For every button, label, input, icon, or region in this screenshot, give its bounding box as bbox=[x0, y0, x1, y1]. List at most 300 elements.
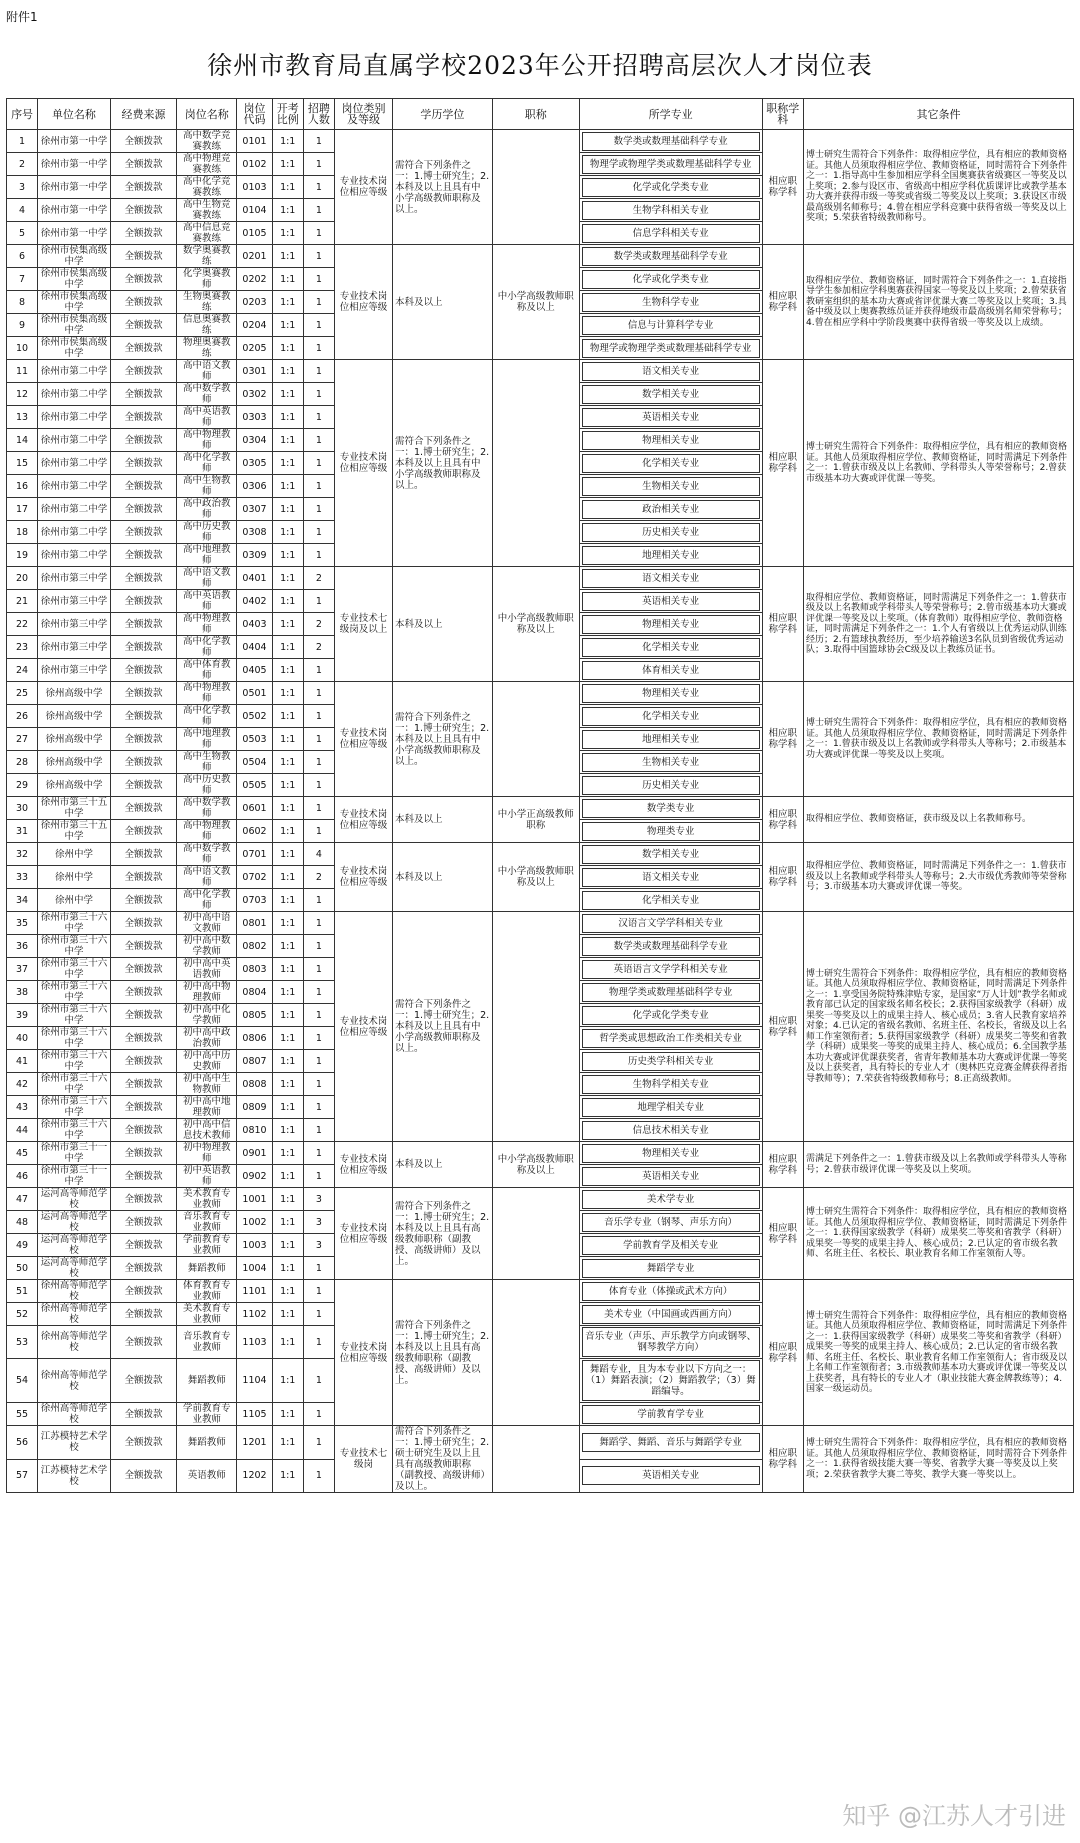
row-number: 16 bbox=[7, 475, 38, 498]
row-number: 32 bbox=[7, 843, 38, 866]
education-requirement: 本科及以上 bbox=[393, 797, 493, 843]
funding-source: 全额拨款 bbox=[110, 337, 176, 360]
major-label: 音乐专业（声乐、声乐教学方向或钢琴、钢琴教学方向） bbox=[582, 1327, 760, 1357]
exam-ratio: 1:1 bbox=[272, 866, 303, 889]
post-code: 0403 bbox=[237, 613, 272, 636]
funding-source: 全额拨款 bbox=[110, 1096, 176, 1119]
funding-source: 全额拨款 bbox=[110, 1426, 176, 1460]
major-cell bbox=[579, 935, 762, 958]
unit-name: 徐州市第二中学 bbox=[38, 406, 111, 429]
post-code: 0304 bbox=[237, 429, 272, 452]
title-subject: 相应职称学科 bbox=[762, 130, 804, 245]
post-code: 0806 bbox=[237, 1027, 272, 1050]
unit-name: 运河高等师范学校 bbox=[38, 1257, 111, 1280]
post-code: 0308 bbox=[237, 521, 272, 544]
education-requirement: 需符合下列条件之一：1.博士研究生；2.本科及以上且具有中小学高级教师职称及以上。 bbox=[393, 360, 493, 567]
post-code: 0402 bbox=[237, 590, 272, 613]
exam-ratio: 1:1 bbox=[272, 935, 303, 958]
unit-name: 徐州高级中学 bbox=[38, 728, 111, 751]
funding-source: 全额拨款 bbox=[110, 820, 176, 843]
table-row bbox=[7, 1142, 1074, 1165]
funding-source: 全额拨款 bbox=[110, 1188, 176, 1211]
post-code: 0902 bbox=[237, 1165, 272, 1188]
title-requirement bbox=[492, 130, 579, 245]
major-label: 地理相关专业 bbox=[582, 546, 760, 565]
unit-name: 徐州高级中学 bbox=[38, 751, 111, 774]
row-number: 52 bbox=[7, 1303, 38, 1326]
post-name: 学前教育专业教师 bbox=[177, 1234, 237, 1257]
funding-source: 全额拨款 bbox=[110, 981, 176, 1004]
post-code: 0309 bbox=[237, 544, 272, 567]
post-category: 专业技术岗位相应等级 bbox=[334, 843, 392, 912]
post-code: 1103 bbox=[237, 1326, 272, 1359]
hire-count: 1 bbox=[303, 889, 334, 912]
major-cell bbox=[579, 1303, 762, 1326]
exam-ratio: 1:1 bbox=[272, 199, 303, 222]
post-code: 1104 bbox=[237, 1359, 272, 1403]
major-cell bbox=[579, 544, 762, 567]
funding-source: 全额拨款 bbox=[110, 544, 176, 567]
exam-ratio: 1:1 bbox=[272, 1142, 303, 1165]
major-label: 物理相关专业 bbox=[582, 1144, 760, 1163]
post-name: 初中高中信息技术教师 bbox=[177, 1119, 237, 1142]
major-label: 数学相关专业 bbox=[582, 385, 760, 404]
other-conditions: 博士研究生需符合下列条件：取得相应学位，具有相应的教师资格证。其他人员须取得相应学位、教师资格证，同时需满足下列条件之一：1.曾获市级及以上名教师、学科带头人等荣誉称号；2.曾获市级基本功大赛或评优课一等奖。 bbox=[804, 360, 1074, 567]
major-cell bbox=[579, 1326, 762, 1359]
hire-count: 1 bbox=[303, 1073, 334, 1096]
row-number: 57 bbox=[7, 1459, 38, 1493]
post-category: 专业技术岗位相应等级 bbox=[334, 1280, 392, 1426]
hire-count: 1 bbox=[303, 291, 334, 314]
major-label: 舞蹈学专业 bbox=[582, 1259, 760, 1278]
post-name: 学前教育专业教师 bbox=[177, 1403, 237, 1426]
hire-count: 1 bbox=[303, 406, 334, 429]
major-cell bbox=[579, 291, 762, 314]
hire-count: 1 bbox=[303, 981, 334, 1004]
exam-ratio: 1:1 bbox=[272, 958, 303, 981]
row-number: 20 bbox=[7, 567, 38, 590]
funding-source: 全额拨款 bbox=[110, 199, 176, 222]
post-code: 0205 bbox=[237, 337, 272, 360]
major-label: 信息学科相关专业 bbox=[582, 224, 760, 243]
major-label: 数学相关专业 bbox=[582, 845, 760, 864]
post-code: 0307 bbox=[237, 498, 272, 521]
row-number: 44 bbox=[7, 1119, 38, 1142]
post-code: 1004 bbox=[237, 1257, 272, 1280]
hire-count: 1 bbox=[303, 1096, 334, 1119]
unit-name: 徐州市侯集高级中学 bbox=[38, 314, 111, 337]
unit-name: 徐州市第三十六中学 bbox=[38, 1096, 111, 1119]
post-code: 0809 bbox=[237, 1096, 272, 1119]
row-number: 30 bbox=[7, 797, 38, 820]
education-requirement: 本科及以上 bbox=[393, 567, 493, 682]
row-number: 7 bbox=[7, 268, 38, 291]
row-number: 25 bbox=[7, 682, 38, 705]
unit-name: 徐州市第三中学 bbox=[38, 590, 111, 613]
unit-name: 徐州市第三十六中学 bbox=[38, 1073, 111, 1096]
unit-name: 运河高等师范学校 bbox=[38, 1211, 111, 1234]
post-category: 专业技术岗位相应等级 bbox=[334, 682, 392, 797]
major-cell bbox=[579, 1050, 762, 1073]
education-requirement: 需符合下列条件之一：1.博士研究生；2.本科及以上且具有中小学高级教师职称及以上。 bbox=[393, 130, 493, 245]
hire-count: 1 bbox=[303, 1280, 334, 1303]
funding-source: 全额拨款 bbox=[110, 1280, 176, 1303]
post-name: 音乐教育专业教师 bbox=[177, 1326, 237, 1359]
major-cell bbox=[579, 958, 762, 981]
post-code: 1105 bbox=[237, 1403, 272, 1426]
exam-ratio: 1:1 bbox=[272, 360, 303, 383]
post-code: 1101 bbox=[237, 1280, 272, 1303]
post-name: 高中历史教师 bbox=[177, 774, 237, 797]
post-name: 物理奥赛教练 bbox=[177, 337, 237, 360]
title-subject: 相应职称学科 bbox=[762, 1426, 804, 1493]
post-name: 高中数学教师 bbox=[177, 843, 237, 866]
row-number: 36 bbox=[7, 935, 38, 958]
hire-count: 1 bbox=[303, 314, 334, 337]
education-requirement: 本科及以上 bbox=[393, 843, 493, 912]
header-cell: 招聘人数 bbox=[303, 99, 334, 130]
major-cell bbox=[579, 452, 762, 475]
post-category: 专业技术岗位相应等级 bbox=[334, 245, 392, 360]
unit-name: 徐州市第一中学 bbox=[38, 176, 111, 199]
education-requirement: 需符合下列条件之一：1.博士研究生；2.本科及以上且具有中小学高级教师职称及以上。 bbox=[393, 682, 493, 797]
row-number: 15 bbox=[7, 452, 38, 475]
major-cell bbox=[579, 153, 762, 176]
funding-source: 全额拨款 bbox=[110, 843, 176, 866]
post-code: 0805 bbox=[237, 1004, 272, 1027]
post-code: 0601 bbox=[237, 797, 272, 820]
major-cell bbox=[579, 429, 762, 452]
hire-count: 1 bbox=[303, 1426, 334, 1460]
title-requirement: 中小学高级教师职称及以上 bbox=[492, 245, 579, 360]
other-conditions: 博士研究生需符合下列条件：取得相应学位，具有相应的教师资格证。其他人员须取得相应学位、教师资格证，同时需符合下列条件之一：1.指导高中生参加相应学科全国奥赛获省级赛区一等奖及以上奖项；2.参与设区市、省级高中相应学科优质课评比或教学基本功大赛并获得市级一等奖或省级二等奖及以上奖项；3.获设区市级最高级别名师称号；4.曾在相应学科竞赛中获得省级一等奖及以上奖项；5.荣获省特级教师称号。 bbox=[804, 130, 1074, 245]
other-conditions: 取得相应学位、教师资格证，获市级及以上名教师称号。 bbox=[804, 797, 1074, 843]
post-code: 0501 bbox=[237, 682, 272, 705]
table-row bbox=[7, 245, 1074, 268]
exam-ratio: 1:1 bbox=[272, 751, 303, 774]
unit-name: 徐州市第三十六中学 bbox=[38, 958, 111, 981]
post-code: 1201 bbox=[237, 1426, 272, 1460]
exam-ratio: 1:1 bbox=[272, 636, 303, 659]
hire-count: 1 bbox=[303, 452, 334, 475]
post-code: 0105 bbox=[237, 222, 272, 245]
major-cell bbox=[579, 1004, 762, 1027]
education-requirement: 本科及以上 bbox=[393, 1142, 493, 1188]
header-cell: 经费来源 bbox=[110, 99, 176, 130]
major-cell bbox=[579, 337, 762, 360]
hire-count: 1 bbox=[303, 1403, 334, 1426]
header-row bbox=[7, 99, 1074, 130]
post-code: 0203 bbox=[237, 291, 272, 314]
row-number: 29 bbox=[7, 774, 38, 797]
title-requirement bbox=[492, 360, 579, 567]
major-cell bbox=[579, 1459, 762, 1493]
exam-ratio: 1:1 bbox=[272, 498, 303, 521]
funding-source: 全额拨款 bbox=[110, 1004, 176, 1027]
other-conditions: 取得相应学位、教师资格证，同时需满足下列条件之一：1.曾获市级及以上名教师或学科带头人等称号；2.大市级优秀教师等荣誉称号；3.市级基本功大赛或评优课一等奖。 bbox=[804, 843, 1074, 912]
hire-count: 1 bbox=[303, 1050, 334, 1073]
hire-count: 1 bbox=[303, 728, 334, 751]
row-number: 14 bbox=[7, 429, 38, 452]
post-name: 信息奥赛教练 bbox=[177, 314, 237, 337]
exam-ratio: 1:1 bbox=[272, 1165, 303, 1188]
row-number: 3 bbox=[7, 176, 38, 199]
exam-ratio: 1:1 bbox=[272, 291, 303, 314]
title-subject: 相应职称学科 bbox=[762, 1280, 804, 1426]
major-label: 数学类或数理基础科学专业 bbox=[582, 937, 760, 956]
hire-count: 1 bbox=[303, 1303, 334, 1326]
funding-source: 全额拨款 bbox=[110, 728, 176, 751]
post-name: 舞蹈教师 bbox=[177, 1426, 237, 1460]
post-code: 0701 bbox=[237, 843, 272, 866]
major-label: 地理学相关专业 bbox=[582, 1098, 760, 1117]
post-code: 0101 bbox=[237, 130, 272, 153]
table-row bbox=[7, 682, 1074, 705]
exam-ratio: 1:1 bbox=[272, 1459, 303, 1493]
exam-ratio: 1:1 bbox=[272, 728, 303, 751]
hire-count: 1 bbox=[303, 544, 334, 567]
header-cell: 岗位名称 bbox=[177, 99, 237, 130]
post-code: 1003 bbox=[237, 1234, 272, 1257]
education-requirement: 需符合下列条件之一：1.博士研究生；2.本科及以上且具有高级教师职称（副教授、高级讲师）及以上。 bbox=[393, 1280, 493, 1426]
exam-ratio: 1:1 bbox=[272, 820, 303, 843]
major-cell bbox=[579, 130, 762, 153]
table-row bbox=[7, 360, 1074, 383]
header-cell: 职称 bbox=[492, 99, 579, 130]
row-number: 40 bbox=[7, 1027, 38, 1050]
major-cell bbox=[579, 912, 762, 935]
major-cell bbox=[579, 981, 762, 1004]
major-cell bbox=[579, 1073, 762, 1096]
major-label: 历史相关专业 bbox=[582, 776, 760, 795]
row-number: 41 bbox=[7, 1050, 38, 1073]
major-cell bbox=[579, 475, 762, 498]
unit-name: 徐州市第三中学 bbox=[38, 636, 111, 659]
post-code: 0801 bbox=[237, 912, 272, 935]
funding-source: 全额拨款 bbox=[110, 498, 176, 521]
exam-ratio: 1:1 bbox=[272, 1096, 303, 1119]
education-requirement: 本科及以上 bbox=[393, 245, 493, 360]
post-name: 美术教育专业教师 bbox=[177, 1188, 237, 1211]
major-label: 物理相关专业 bbox=[582, 684, 760, 703]
unit-name: 徐州市第二中学 bbox=[38, 452, 111, 475]
post-code: 0502 bbox=[237, 705, 272, 728]
unit-name: 江苏模特艺术学校 bbox=[38, 1459, 111, 1493]
post-name: 初中物理教师 bbox=[177, 1142, 237, 1165]
major-label: 英语相关专业 bbox=[582, 1167, 760, 1186]
post-name: 初中高中政治教师 bbox=[177, 1027, 237, 1050]
major-label: 生物科学相关专业 bbox=[582, 1075, 760, 1094]
funding-source: 全额拨款 bbox=[110, 291, 176, 314]
hire-count: 1 bbox=[303, 820, 334, 843]
major-label: 舞蹈学、舞蹈、音乐与舞蹈学专业 bbox=[582, 1433, 760, 1452]
hire-count: 2 bbox=[303, 636, 334, 659]
hire-count: 2 bbox=[303, 613, 334, 636]
table-row bbox=[7, 130, 1074, 153]
title-subject: 相应职称学科 bbox=[762, 360, 804, 567]
major-label: 舞蹈专业，且为本专业以下方向之一：（1）舞蹈表演；（2）舞蹈教学；（3）舞蹈编导。 bbox=[582, 1360, 760, 1401]
other-conditions: 博士研究生需符合下列条件：取得相应学位，具有相应的教师资格证。其他人员须取得相应学位、教师资格证，同时需满足下列条件之一：1.获得国家级教学（科研）成果奖二等奖和省教学（科研）成果奖一等奖的成果主持人、核心成员；2.已认定的省市级名教师、名班主任、名校长、职业教育名师工作室领衔人；省市级及以上名师工作室领衔者；3.市级教师基本功大赛或评优课一等奖及以上获奖者，具有特长的专业人才（职业技能大赛金牌教练等）；4.国家一级运动员。 bbox=[804, 1280, 1074, 1426]
post-name: 高中地理教师 bbox=[177, 544, 237, 567]
major-label: 生物学科相关专业 bbox=[582, 201, 760, 220]
funding-source: 全额拨款 bbox=[110, 383, 176, 406]
major-label: 化学相关专业 bbox=[582, 454, 760, 473]
post-code: 0301 bbox=[237, 360, 272, 383]
table-row bbox=[7, 567, 1074, 590]
title-requirement: 中小学高级教师职称及以上 bbox=[492, 567, 579, 682]
post-code: 0804 bbox=[237, 981, 272, 1004]
exam-ratio: 1:1 bbox=[272, 245, 303, 268]
row-number: 50 bbox=[7, 1257, 38, 1280]
major-label: 政治相关专业 bbox=[582, 500, 760, 519]
funding-source: 全额拨款 bbox=[110, 222, 176, 245]
major-cell bbox=[579, 820, 762, 843]
funding-source: 全额拨款 bbox=[110, 958, 176, 981]
post-name: 高中生物教师 bbox=[177, 475, 237, 498]
row-number: 10 bbox=[7, 337, 38, 360]
post-name: 高中语文教师 bbox=[177, 567, 237, 590]
exam-ratio: 1:1 bbox=[272, 1234, 303, 1257]
other-conditions: 取得相应学位、教师资格证，同时需符合下列条件之一：1.直接指导学生参加相应学科奥赛获得国家一等奖及以上奖项；2.曾荣获省教研室组织的基本功大赛或省评优课大赛二等奖及以上奖项；3.具备中级及以上奥赛教练员证并获得地级市最高级别名师荣誉称号；4.曾在相应学科中学阶段奥赛中获得省级一等奖及以上成绩。 bbox=[804, 245, 1074, 360]
post-name: 舞蹈教师 bbox=[177, 1359, 237, 1403]
exam-ratio: 1:1 bbox=[272, 1050, 303, 1073]
major-label: 生物相关专业 bbox=[582, 753, 760, 772]
funding-source: 全额拨款 bbox=[110, 452, 176, 475]
post-code: 0504 bbox=[237, 751, 272, 774]
row-number: 11 bbox=[7, 360, 38, 383]
funding-source: 全额拨款 bbox=[110, 245, 176, 268]
major-label: 语文相关专业 bbox=[582, 362, 760, 381]
hire-count: 1 bbox=[303, 199, 334, 222]
funding-source: 全额拨款 bbox=[110, 866, 176, 889]
hire-count: 1 bbox=[303, 268, 334, 291]
title-subject: 相应职称学科 bbox=[762, 1142, 804, 1188]
major-label: 英语语言文学学科相关专业 bbox=[582, 960, 760, 979]
major-cell bbox=[579, 774, 762, 797]
title-subject: 相应职称学科 bbox=[762, 245, 804, 360]
post-code: 0102 bbox=[237, 153, 272, 176]
exam-ratio: 1:1 bbox=[272, 567, 303, 590]
post-category: 专业技术七级岗及以上 bbox=[334, 567, 392, 682]
unit-name: 徐州市第二中学 bbox=[38, 383, 111, 406]
unit-name: 徐州市第三中学 bbox=[38, 567, 111, 590]
funding-source: 全额拨款 bbox=[110, 567, 176, 590]
post-name: 初中高中英语教师 bbox=[177, 958, 237, 981]
exam-ratio: 1:1 bbox=[272, 1257, 303, 1280]
post-code: 0802 bbox=[237, 935, 272, 958]
post-code: 0204 bbox=[237, 314, 272, 337]
education-requirement: 需符合下列条件之一：1.博士研究生；2.本科及以上且具有中小学高级教师职称及以上。 bbox=[393, 912, 493, 1142]
post-category: 专业技术岗位相应等级 bbox=[334, 360, 392, 567]
major-label: 化学或化学类专业 bbox=[582, 270, 760, 289]
exam-ratio: 1:1 bbox=[272, 475, 303, 498]
exam-ratio: 1:1 bbox=[272, 153, 303, 176]
post-code: 0201 bbox=[237, 245, 272, 268]
funding-source: 全额拨款 bbox=[110, 1403, 176, 1426]
post-code: 0405 bbox=[237, 659, 272, 682]
major-cell bbox=[579, 199, 762, 222]
post-name: 高中历史教师 bbox=[177, 521, 237, 544]
major-label: 英语相关专业 bbox=[582, 592, 760, 611]
major-cell bbox=[579, 636, 762, 659]
row-number: 24 bbox=[7, 659, 38, 682]
unit-name: 徐州中学 bbox=[38, 843, 111, 866]
post-code: 0503 bbox=[237, 728, 272, 751]
funding-source: 全额拨款 bbox=[110, 751, 176, 774]
table-row bbox=[7, 797, 1074, 820]
title-subject: 相应职称学科 bbox=[762, 1188, 804, 1280]
unit-name: 徐州市第一中学 bbox=[38, 153, 111, 176]
exam-ratio: 1:1 bbox=[272, 268, 303, 291]
post-code: 0302 bbox=[237, 383, 272, 406]
major-cell bbox=[579, 268, 762, 291]
major-label: 学前教育学及相关专业 bbox=[582, 1236, 760, 1255]
post-name: 初中高中地理教师 bbox=[177, 1096, 237, 1119]
table-body bbox=[7, 130, 1074, 1493]
row-number: 13 bbox=[7, 406, 38, 429]
post-code: 0103 bbox=[237, 176, 272, 199]
major-label: 信息技术相关专业 bbox=[582, 1121, 760, 1140]
exam-ratio: 1:1 bbox=[272, 613, 303, 636]
post-code: 1202 bbox=[237, 1459, 272, 1493]
post-name: 高中语文教师 bbox=[177, 866, 237, 889]
unit-name: 徐州市第一中学 bbox=[38, 222, 111, 245]
row-number: 47 bbox=[7, 1188, 38, 1211]
major-label: 美术专业（中国画或西画方向） bbox=[582, 1305, 760, 1324]
row-number: 49 bbox=[7, 1234, 38, 1257]
exam-ratio: 1:1 bbox=[272, 383, 303, 406]
major-cell bbox=[579, 1234, 762, 1257]
funding-source: 全额拨款 bbox=[110, 1359, 176, 1403]
major-cell bbox=[579, 889, 762, 912]
row-number: 28 bbox=[7, 751, 38, 774]
post-code: 1102 bbox=[237, 1303, 272, 1326]
post-code: 0305 bbox=[237, 452, 272, 475]
post-name: 高中政治教师 bbox=[177, 498, 237, 521]
major-label: 地理相关专业 bbox=[582, 730, 760, 749]
row-number: 6 bbox=[7, 245, 38, 268]
row-number: 55 bbox=[7, 1403, 38, 1426]
major-cell bbox=[579, 314, 762, 337]
funding-source: 全额拨款 bbox=[110, 1119, 176, 1142]
major-label: 哲学类或思想政治工作类相关专业 bbox=[582, 1029, 760, 1048]
hire-count: 1 bbox=[303, 521, 334, 544]
post-category: 专业技术岗位相应等级 bbox=[334, 797, 392, 843]
post-code: 1002 bbox=[237, 1211, 272, 1234]
major-cell bbox=[579, 521, 762, 544]
row-number: 1 bbox=[7, 130, 38, 153]
exam-ratio: 1:1 bbox=[272, 1211, 303, 1234]
major-label: 化学相关专业 bbox=[582, 638, 760, 657]
hire-count: 1 bbox=[303, 475, 334, 498]
unit-name: 徐州高等师范学校 bbox=[38, 1403, 111, 1426]
major-label: 语文相关专业 bbox=[582, 868, 760, 887]
title-requirement bbox=[492, 912, 579, 1142]
unit-name: 徐州市第三中学 bbox=[38, 659, 111, 682]
post-name: 音乐教育专业教师 bbox=[177, 1211, 237, 1234]
funding-source: 全额拨款 bbox=[110, 314, 176, 337]
table-row bbox=[7, 843, 1074, 866]
hire-count: 1 bbox=[303, 797, 334, 820]
row-number: 18 bbox=[7, 521, 38, 544]
exam-ratio: 1:1 bbox=[272, 1303, 303, 1326]
post-category: 专业技术岗位相应等级 bbox=[334, 1142, 392, 1188]
unit-name: 徐州高等师范学校 bbox=[38, 1303, 111, 1326]
major-cell bbox=[579, 498, 762, 521]
hire-count: 1 bbox=[303, 912, 334, 935]
hire-count: 1 bbox=[303, 1359, 334, 1403]
post-name: 初中高中语文教师 bbox=[177, 912, 237, 935]
